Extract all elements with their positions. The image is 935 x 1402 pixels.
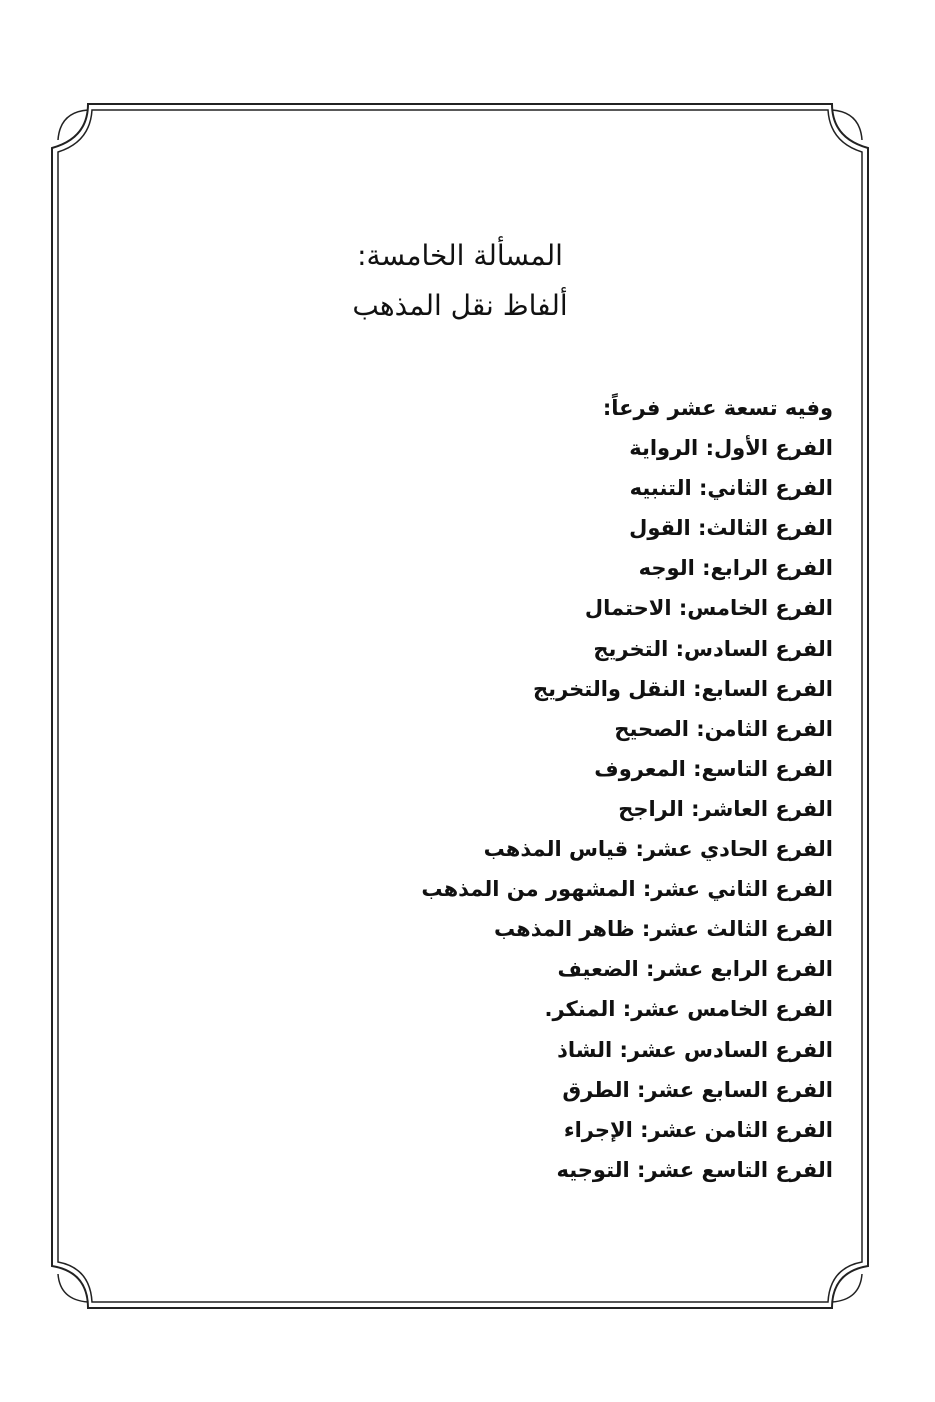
list-item: الفرع الحادي عشر: قياس المذهب bbox=[483, 837, 833, 862]
list-item: الفرع السابع عشر: الطرق bbox=[562, 1077, 833, 1102]
list-item: الفرع الخامس: الاحتمال bbox=[584, 596, 833, 621]
list-item: الفرع العاشر: الراجح bbox=[618, 796, 833, 821]
list-item: الفرع السادس عشر: الشاذ bbox=[557, 1037, 833, 1062]
list-item: الفرع السادس: التخريج bbox=[593, 636, 833, 661]
list-item: الفرع السابع: النقل والتخريج bbox=[533, 676, 833, 701]
list-item: الفرع الثالث: القول bbox=[629, 516, 833, 541]
list-item: الفرع الرابع عشر: الضعيف bbox=[557, 957, 833, 982]
section-subtitle: ألفاظ نقل المذهب bbox=[352, 289, 568, 322]
list-item: الفرع الثامن عشر: الإجراء bbox=[563, 1117, 833, 1142]
list-item: الفرع الثامن: الصحيح bbox=[614, 716, 833, 741]
list-item: الفرع الثاني عشر: المشهور من المذهب bbox=[421, 877, 833, 902]
list-item: الفرع التاسع عشر: التوجيه bbox=[556, 1157, 833, 1182]
list-item: الفرع الرابع: الوجه bbox=[638, 556, 833, 581]
list-item: الفرع الأول: الرواية bbox=[629, 436, 833, 461]
branch-list bbox=[373, 388, 833, 1190]
list-item: الفرع التاسع: المعروف bbox=[594, 756, 833, 781]
list-item: الفرع الثالث عشر: ظاهر المذهب bbox=[493, 917, 833, 942]
section-title: المسألة الخامسة: bbox=[357, 239, 563, 272]
intro-line: وفيه تسعة عشر فرعاً: bbox=[602, 396, 833, 420]
list-item: الفرع الخامس عشر: المنكر. bbox=[544, 997, 833, 1022]
list-item: الفرع الثاني: التنبيه bbox=[629, 476, 833, 501]
